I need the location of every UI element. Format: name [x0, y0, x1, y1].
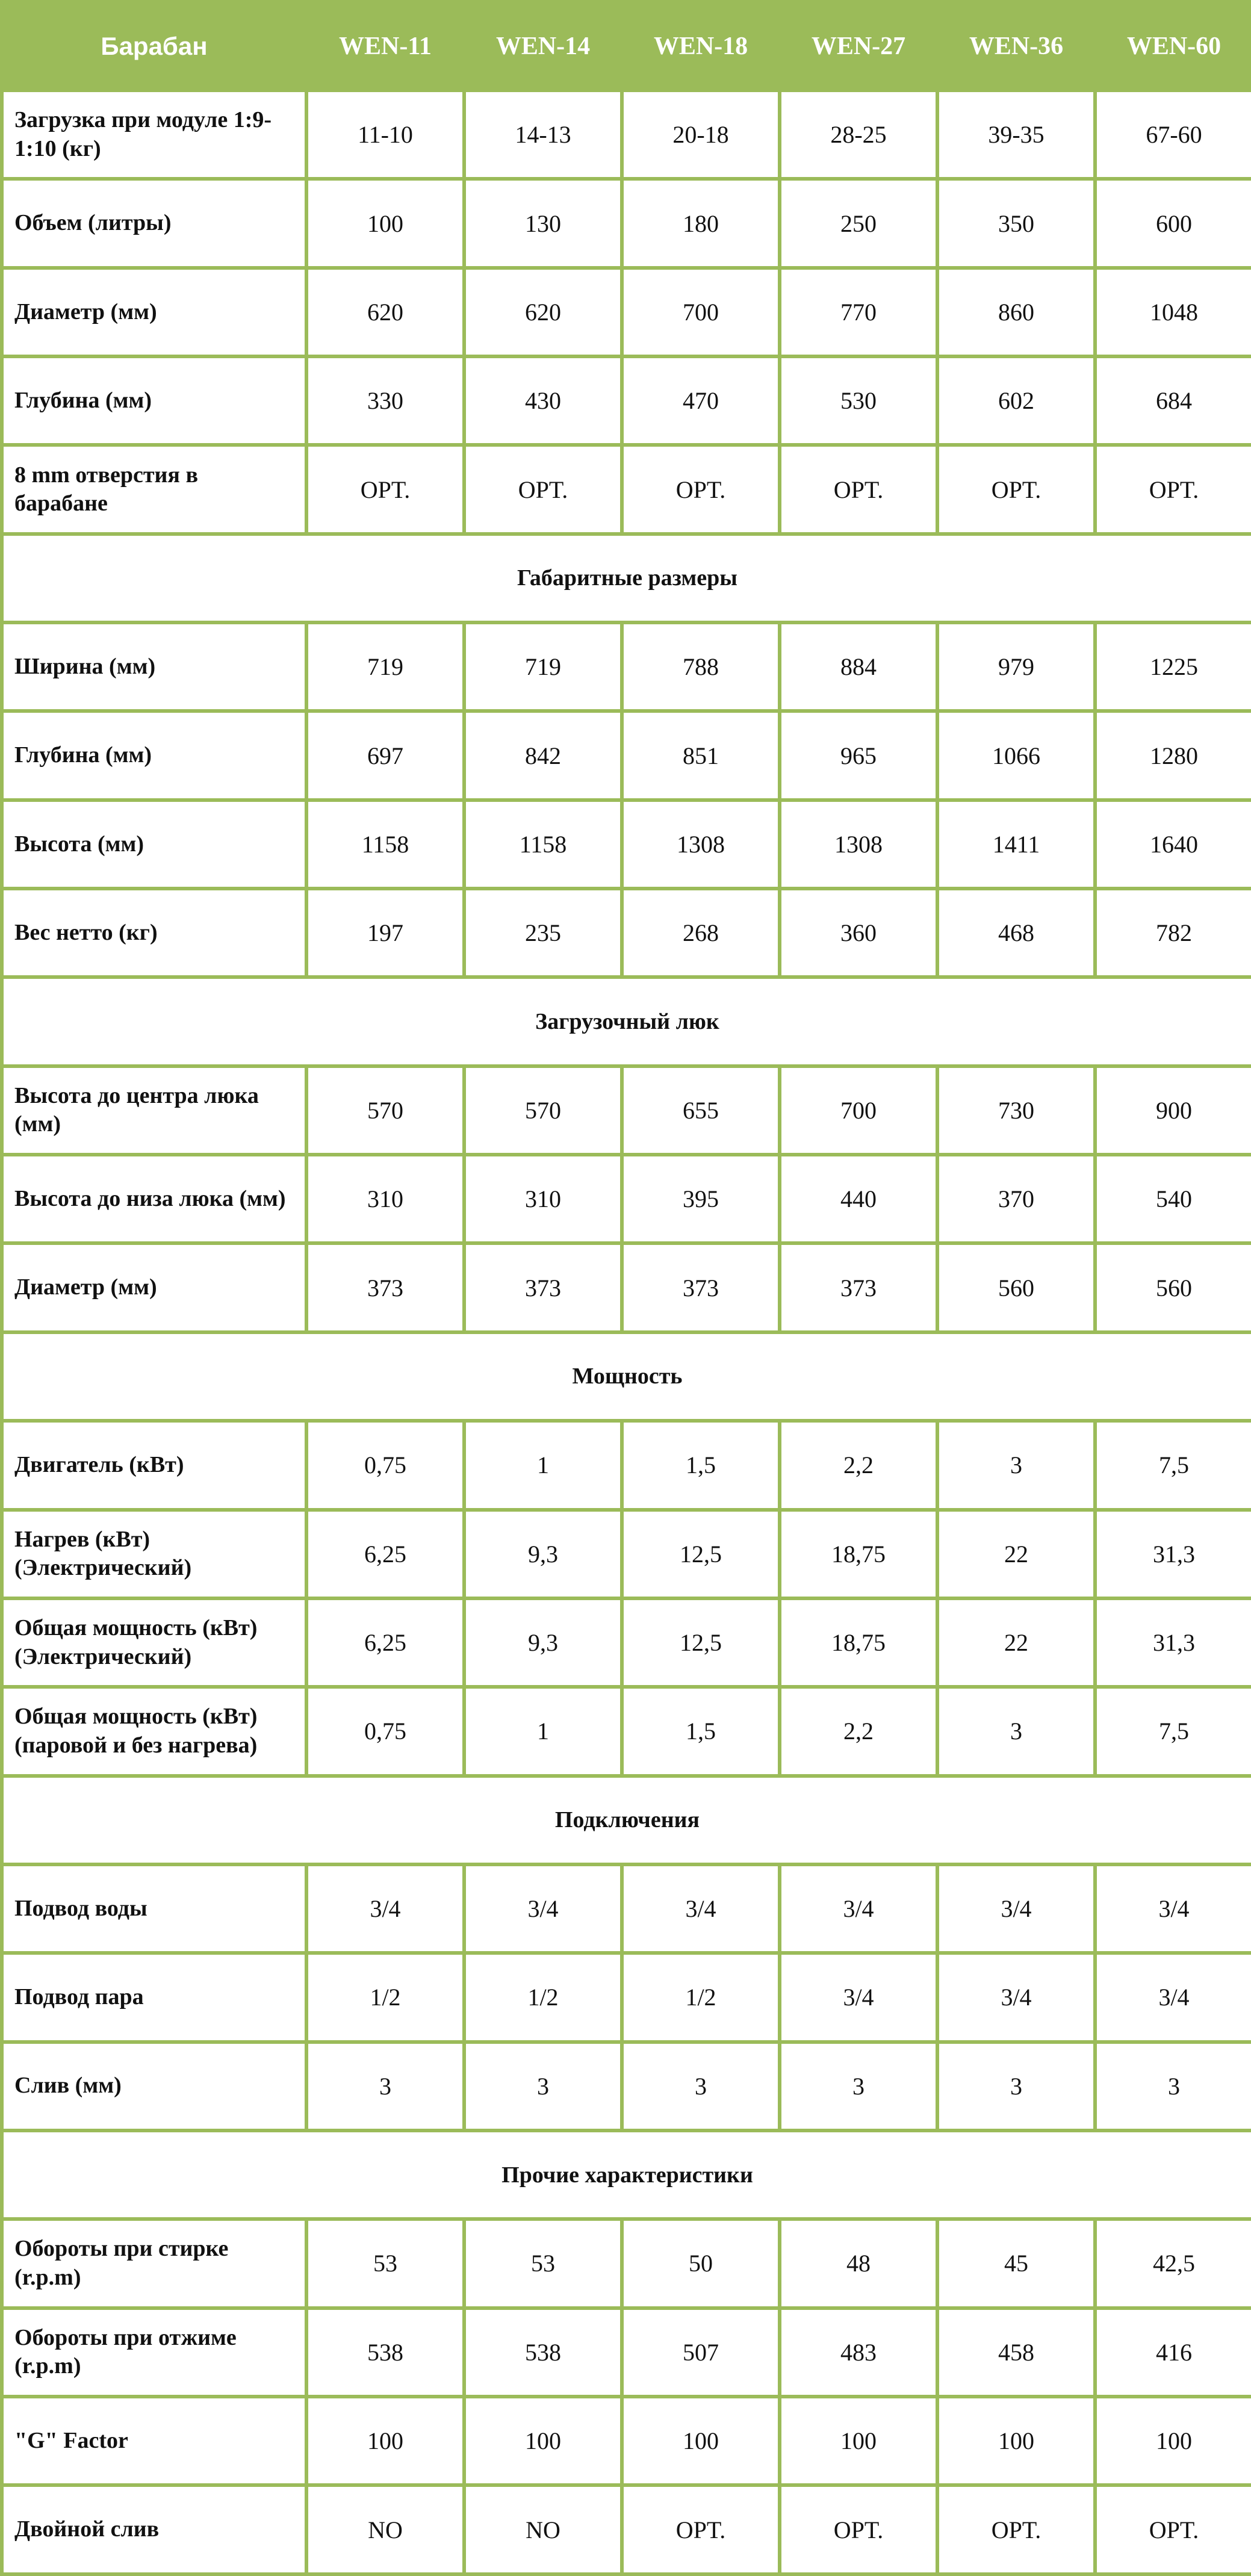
- cell-value: 700: [622, 268, 780, 356]
- cell-value: 14-13: [464, 90, 622, 179]
- section-title: Подключения: [2, 1776, 1251, 1864]
- cell-value: 373: [622, 1243, 780, 1332]
- table-row: [2, 800, 1251, 889]
- cell-value: 1/2: [622, 1953, 780, 2041]
- cell-value: 538: [306, 2308, 464, 2397]
- cell-value: 100: [937, 2397, 1095, 2485]
- table-row: [2, 2485, 1251, 2574]
- cell-value: 350: [937, 179, 1095, 267]
- cell-value: 3: [937, 2042, 1095, 2131]
- cell-value: 1158: [464, 800, 622, 889]
- header-model: WEN-14: [464, 2, 622, 90]
- cell-value: 12,5: [622, 1598, 780, 1687]
- cell-value: 1/2: [464, 1953, 622, 2041]
- row-label: Диаметр (мм): [2, 268, 306, 356]
- header-model: WEN-60: [1095, 2, 1251, 90]
- cell-value: 100: [780, 2397, 937, 2485]
- section-header-row: [2, 977, 1251, 1066]
- cell-value: 416: [1095, 2308, 1251, 2397]
- cell-value: 507: [622, 2308, 780, 2397]
- cell-value: 11-10: [306, 90, 464, 179]
- cell-value: 31,3: [1095, 1510, 1251, 1598]
- cell-value: 3/4: [1095, 1953, 1251, 2041]
- cell-value: 470: [622, 356, 780, 445]
- cell-value: OPT.: [937, 445, 1095, 533]
- cell-value: 67-60: [1095, 90, 1251, 179]
- row-label: Общая мощность (кВт) (Электрический): [2, 1598, 306, 1687]
- cell-value: 684: [1095, 356, 1251, 445]
- cell-value: 330: [306, 356, 464, 445]
- cell-value: OPT.: [780, 445, 937, 533]
- cell-value: 900: [1095, 1066, 1251, 1155]
- cell-value: 620: [306, 268, 464, 356]
- table-row: [2, 90, 1251, 179]
- cell-value: 3/4: [780, 1864, 937, 1953]
- table-row: [2, 356, 1251, 445]
- row-label: Слив (мм): [2, 2042, 306, 2131]
- table-row: [2, 1687, 1251, 1775]
- section-header-row: [2, 2131, 1251, 2219]
- table-row: [2, 2219, 1251, 2308]
- cell-value: 600: [1095, 179, 1251, 267]
- cell-value: 1308: [622, 800, 780, 889]
- cell-value: 458: [937, 2308, 1095, 2397]
- cell-value: 3: [464, 2042, 622, 2131]
- cell-value: 860: [937, 268, 1095, 356]
- cell-value: 3: [1095, 2042, 1251, 2131]
- table-row: [2, 445, 1251, 533]
- table-row: [2, 889, 1251, 977]
- cell-value: 842: [464, 711, 622, 799]
- cell-value: 560: [937, 1243, 1095, 1332]
- cell-value: 48: [780, 2219, 937, 2308]
- header-row: [2, 2, 1251, 90]
- table-row: [2, 1243, 1251, 1332]
- cell-value: 788: [622, 622, 780, 711]
- row-label: Вес нетто (кг): [2, 889, 306, 977]
- cell-value: 570: [464, 1066, 622, 1155]
- cell-value: 180: [622, 179, 780, 267]
- header-model: WEN-36: [937, 2, 1095, 90]
- cell-value: OPT.: [780, 2485, 937, 2574]
- row-label: 8 mm отверстия в барабане: [2, 445, 306, 533]
- cell-value: 18,75: [780, 1598, 937, 1687]
- cell-value: 3: [780, 2042, 937, 2131]
- table-row: [2, 1598, 1251, 1687]
- cell-value: 1225: [1095, 622, 1251, 711]
- cell-value: 268: [622, 889, 780, 977]
- cell-value: 130: [464, 179, 622, 267]
- cell-value: 22: [937, 1598, 1095, 1687]
- table-row: [2, 2397, 1251, 2485]
- row-label: Ширина (мм): [2, 622, 306, 711]
- table-row: [2, 2042, 1251, 2131]
- cell-value: 20-18: [622, 90, 780, 179]
- table-row: [2, 1510, 1251, 1598]
- header-model: WEN-11: [306, 2, 464, 90]
- cell-value: 620: [464, 268, 622, 356]
- cell-value: 370: [937, 1155, 1095, 1243]
- cell-value: 1640: [1095, 800, 1251, 889]
- cell-value: 7,5: [1095, 1687, 1251, 1775]
- cell-value: 6,25: [306, 1510, 464, 1598]
- cell-value: 100: [306, 2397, 464, 2485]
- cell-value: 468: [937, 889, 1095, 977]
- row-label: Загрузка при модуле 1:9-1:10 (кг): [2, 90, 306, 179]
- header-model: WEN-18: [622, 2, 780, 90]
- cell-value: 39-35: [937, 90, 1095, 179]
- cell-value: 310: [306, 1155, 464, 1243]
- cell-value: 9,3: [464, 1598, 622, 1687]
- cell-value: 3/4: [937, 1864, 1095, 1953]
- cell-value: 3/4: [1095, 1864, 1251, 1953]
- cell-value: 395: [622, 1155, 780, 1243]
- cell-value: 1,5: [622, 1421, 780, 1509]
- cell-value: 1,5: [622, 1687, 780, 1775]
- cell-value: 3/4: [306, 1864, 464, 1953]
- cell-value: 979: [937, 622, 1095, 711]
- cell-value: 1308: [780, 800, 937, 889]
- cell-value: 851: [622, 711, 780, 799]
- row-label: Глубина (мм): [2, 711, 306, 799]
- cell-value: 2,2: [780, 1687, 937, 1775]
- cell-value: 3: [622, 2042, 780, 2131]
- cell-value: 884: [780, 622, 937, 711]
- cell-value: 250: [780, 179, 937, 267]
- cell-value: 1411: [937, 800, 1095, 889]
- cell-value: 7,5: [1095, 1421, 1251, 1509]
- cell-value: 0,75: [306, 1687, 464, 1775]
- row-label: Подвод пара: [2, 1953, 306, 2041]
- cell-value: 1280: [1095, 711, 1251, 799]
- cell-value: 3: [306, 2042, 464, 2131]
- cell-value: 373: [306, 1243, 464, 1332]
- row-label: Обороты при стирке (r.p.m): [2, 2219, 306, 2308]
- cell-value: 53: [464, 2219, 622, 2308]
- cell-value: 538: [464, 2308, 622, 2397]
- cell-value: 3/4: [622, 1864, 780, 1953]
- cell-value: 53: [306, 2219, 464, 2308]
- cell-value: 197: [306, 889, 464, 977]
- header-model: WEN-27: [780, 2, 937, 90]
- cell-value: OPT.: [937, 2485, 1095, 2574]
- cell-value: 602: [937, 356, 1095, 445]
- cell-value: 440: [780, 1155, 937, 1243]
- table-row: [2, 711, 1251, 799]
- cell-value: 100: [1095, 2397, 1251, 2485]
- cell-value: OPT.: [622, 2485, 780, 2574]
- section-title: Мощность: [2, 1332, 1251, 1421]
- cell-value: 360: [780, 889, 937, 977]
- cell-value: 2,2: [780, 1421, 937, 1509]
- cell-value: 965: [780, 711, 937, 799]
- cell-value: 3/4: [464, 1864, 622, 1953]
- cell-value: 100: [464, 2397, 622, 2485]
- table-row: [2, 268, 1251, 356]
- cell-value: 28-25: [780, 90, 937, 179]
- row-label: Общая мощность (кВт) (паровой и без нагрева): [2, 1687, 306, 1775]
- table-row: [2, 2308, 1251, 2397]
- section-header-row: [2, 1332, 1251, 1421]
- row-label: "G" Factor: [2, 2397, 306, 2485]
- cell-value: 719: [306, 622, 464, 711]
- table-row: [2, 1155, 1251, 1243]
- cell-value: 42,5: [1095, 2219, 1251, 2308]
- row-label: Глубина (мм): [2, 356, 306, 445]
- row-label: Подвод воды: [2, 1864, 306, 1953]
- row-label: Диаметр (мм): [2, 1243, 306, 1332]
- section-header-row: [2, 1776, 1251, 1864]
- cell-value: 560: [1095, 1243, 1251, 1332]
- cell-value: 45: [937, 2219, 1095, 2308]
- cell-value: 100: [306, 179, 464, 267]
- row-label: Двойной слив: [2, 2485, 306, 2574]
- cell-value: 3/4: [937, 1953, 1095, 2041]
- cell-value: 1066: [937, 711, 1095, 799]
- row-label: Высота до центра люка (мм): [2, 1066, 306, 1155]
- row-label: Нагрев (кВт) (Электрический): [2, 1510, 306, 1598]
- cell-value: 373: [464, 1243, 622, 1332]
- cell-value: 1: [464, 1687, 622, 1775]
- cell-value: 782: [1095, 889, 1251, 977]
- cell-value: 3/4: [780, 1953, 937, 2041]
- cell-value: 430: [464, 356, 622, 445]
- cell-value: 540: [1095, 1155, 1251, 1243]
- row-label: Объем (литры): [2, 179, 306, 267]
- table-row: [2, 1421, 1251, 1509]
- cell-value: OPT.: [1095, 2485, 1251, 2574]
- cell-value: 3: [937, 1687, 1095, 1775]
- cell-value: 9,3: [464, 1510, 622, 1598]
- cell-value: 22: [937, 1510, 1095, 1598]
- cell-value: 530: [780, 356, 937, 445]
- header-drum-label: Барабан: [2, 2, 306, 90]
- cell-value: OPT.: [306, 445, 464, 533]
- cell-value: 770: [780, 268, 937, 356]
- cell-value: 1: [464, 1421, 622, 1509]
- cell-value: 730: [937, 1066, 1095, 1155]
- cell-value: 655: [622, 1066, 780, 1155]
- cell-value: 570: [306, 1066, 464, 1155]
- table-row: [2, 179, 1251, 267]
- cell-value: 31,3: [1095, 1598, 1251, 1687]
- cell-value: 697: [306, 711, 464, 799]
- table-header: [2, 2, 1251, 90]
- section-header-row: [2, 534, 1251, 622]
- cell-value: NO: [306, 2485, 464, 2574]
- cell-value: OPT.: [464, 445, 622, 533]
- cell-value: OPT.: [622, 445, 780, 533]
- row-label: Высота (мм): [2, 800, 306, 889]
- cell-value: 12,5: [622, 1510, 780, 1598]
- row-label: Высота до низа люка (мм): [2, 1155, 306, 1243]
- table-row: [2, 1864, 1251, 1953]
- cell-value: 6,25: [306, 1598, 464, 1687]
- cell-value: 1048: [1095, 268, 1251, 356]
- cell-value: 18,75: [780, 1510, 937, 1598]
- cell-value: 483: [780, 2308, 937, 2397]
- table-body: [2, 90, 1251, 2574]
- section-title: Габаритные размеры: [2, 534, 1251, 622]
- row-label: Обороты при отжиме (r.p.m): [2, 2308, 306, 2397]
- cell-value: 700: [780, 1066, 937, 1155]
- cell-value: 1/2: [306, 1953, 464, 2041]
- cell-value: 50: [622, 2219, 780, 2308]
- section-title: Загрузочный люк: [2, 977, 1251, 1066]
- cell-value: 310: [464, 1155, 622, 1243]
- row-label: Двигатель (кВт): [2, 1421, 306, 1509]
- table-row: [2, 1066, 1251, 1155]
- cell-value: 373: [780, 1243, 937, 1332]
- cell-value: 719: [464, 622, 622, 711]
- section-title: Прочие характеристики: [2, 2131, 1251, 2219]
- cell-value: 3: [937, 1421, 1095, 1509]
- cell-value: 235: [464, 889, 622, 977]
- cell-value: OPT.: [1095, 445, 1251, 533]
- cell-value: NO: [464, 2485, 622, 2574]
- cell-value: 1158: [306, 800, 464, 889]
- cell-value: 0,75: [306, 1421, 464, 1509]
- cell-value: 100: [622, 2397, 780, 2485]
- table-row: [2, 622, 1251, 711]
- table-row: [2, 1953, 1251, 2041]
